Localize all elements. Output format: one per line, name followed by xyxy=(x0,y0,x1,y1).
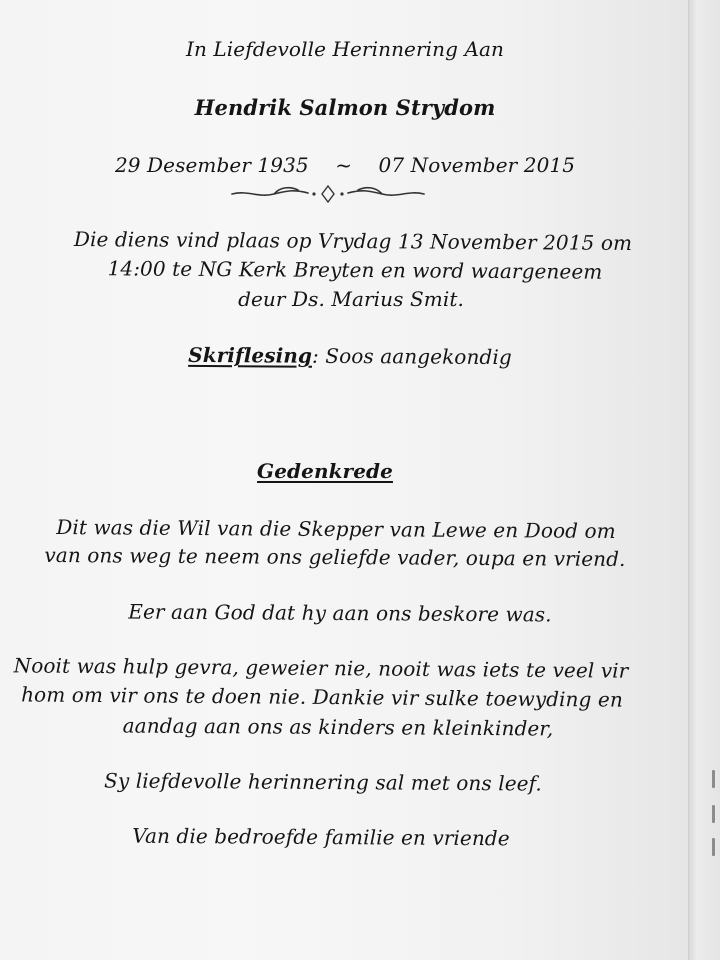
eulogy-line-3: Eer aan God dat hy aan ons beskore was. xyxy=(128,599,552,627)
eulogy-heading: Gedenkrede xyxy=(257,459,393,483)
scripture-reading xyxy=(5,342,695,371)
edge-mark xyxy=(712,770,715,788)
date-separator: ~ xyxy=(335,153,353,177)
birth-date: 29 Desember 1935 xyxy=(114,153,309,177)
life-dates xyxy=(0,153,690,177)
eulogy-line-2: van ons weg te neem ons geliefde vader, oupa en vriend. xyxy=(44,542,626,572)
death-date: 07 November 2015 xyxy=(378,153,576,177)
eulogy-line-6: aandag aan ons as kinders en kleinkinder, xyxy=(122,713,554,741)
service-line-1: Die diens vind plaas op Vrydag 13 November 2015 om xyxy=(73,227,633,255)
eulogy-line-8: Van die bedroefde familie en vriende xyxy=(132,823,510,851)
edge-mark xyxy=(712,838,715,856)
page-edge xyxy=(688,0,720,960)
edge-mark xyxy=(712,805,715,823)
service-line-2: 14:00 te NG Kerk Breyten en word waargeneem xyxy=(107,256,603,284)
service-line-3: deur Ds. Marius Smit. xyxy=(238,287,464,311)
scripture-text: : Soos aangekondig xyxy=(311,343,512,370)
eulogy-line-7: Sy liefdevolle herinnering sal met ons leef. xyxy=(103,768,542,796)
deceased-name: Hendrik Salmon Strydom xyxy=(194,95,496,120)
eulogy-line-1: Dit was die Wil van die Skepper van Lewe en Dood om xyxy=(56,515,616,543)
eulogy-line-4: Nooit was hulp gevra, geweier nie, nooit was iets te veel vir xyxy=(13,653,629,683)
card-title: In Liefdevolle Herinnering Aan xyxy=(185,37,505,61)
scripture-label: Skriflesing xyxy=(188,342,313,368)
eulogy-line-5: hom om vir ons te doen nie. Dankie vir sulke toewyding en xyxy=(21,682,623,712)
ornament-divider xyxy=(228,181,428,207)
